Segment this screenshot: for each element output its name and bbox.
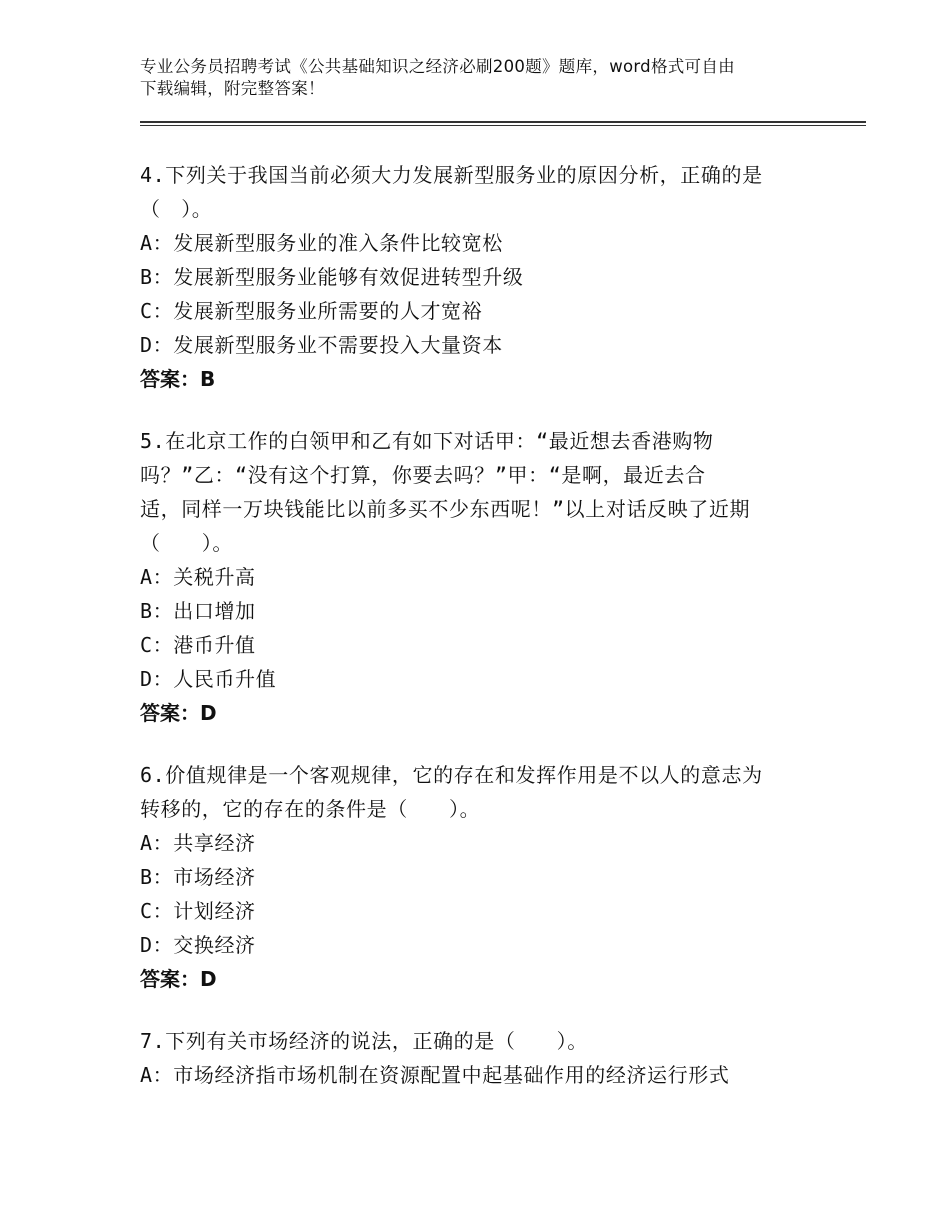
option-a: A：市场经济指市场机制在资源配置中起基础作用的经济运行形式 <box>140 1063 730 1087</box>
option-c: C：发展新型服务业所需要的人才宽裕 <box>140 299 483 323</box>
question-text-line: 适，同样一万块钱能比以前多买不少东西呢！”以上对话反映了近期 <box>140 497 751 521</box>
header-divider-thick <box>140 121 866 123</box>
question-text-line: 5.在北京工作的白领甲和乙有如下对话甲：“最近想去香港购物 <box>140 429 714 453</box>
option-a: A：发展新型服务业的准入条件比较宽松 <box>140 231 503 255</box>
question-text-line: 吗？”乙：“没有这个打算，你要去吗？”甲：“是啊，最近去合 <box>140 463 706 487</box>
option-c: C：港币升值 <box>140 633 256 657</box>
question-6 <box>140 758 800 996</box>
option-d: D：交换经济 <box>140 933 256 957</box>
question-4 <box>140 158 800 396</box>
answer-label: 答案：D <box>140 967 217 991</box>
question-text-line: 转移的，它的存在的条件是（ ）。 <box>140 797 481 821</box>
question-list <box>140 158 800 1120</box>
option-a: A：关税升高 <box>140 565 256 589</box>
question-text-line: 4.下列关于我国当前必须大力发展新型服务业的原因分析，正确的是 <box>140 163 763 187</box>
option-b: B：市场经济 <box>140 865 256 889</box>
header-line-1: 专业公务员招聘考试《公共基础知识之经济必刷200题》题库，word格式可自由 <box>140 57 735 76</box>
question-text-line: （ ）。 <box>140 531 233 555</box>
question-5 <box>140 424 800 730</box>
header-line-2: 下载编辑，附完整答案！ <box>140 79 325 98</box>
document-header <box>140 56 820 100</box>
question-7 <box>140 1024 800 1092</box>
option-d: D：人民币升值 <box>140 667 277 691</box>
option-b: B：出口增加 <box>140 599 256 623</box>
question-text-line: （ ）。 <box>140 197 213 221</box>
answer-label: 答案：D <box>140 701 217 725</box>
option-d: D：发展新型服务业不需要投入大量资本 <box>140 333 503 357</box>
answer-label: 答案：B <box>140 367 216 391</box>
question-text-line: 6.价值规律是一个客观规律，它的存在和发挥作用是不以人的意志为 <box>140 763 763 787</box>
option-b: B：发展新型服务业能够有效促进转型升级 <box>140 265 524 289</box>
option-a: A：共享经济 <box>140 831 256 855</box>
option-c: C：计划经济 <box>140 899 256 923</box>
question-text-line: 7.下列有关市场经济的说法，正确的是（ ）。 <box>140 1029 588 1053</box>
header-divider-thin <box>140 125 866 126</box>
